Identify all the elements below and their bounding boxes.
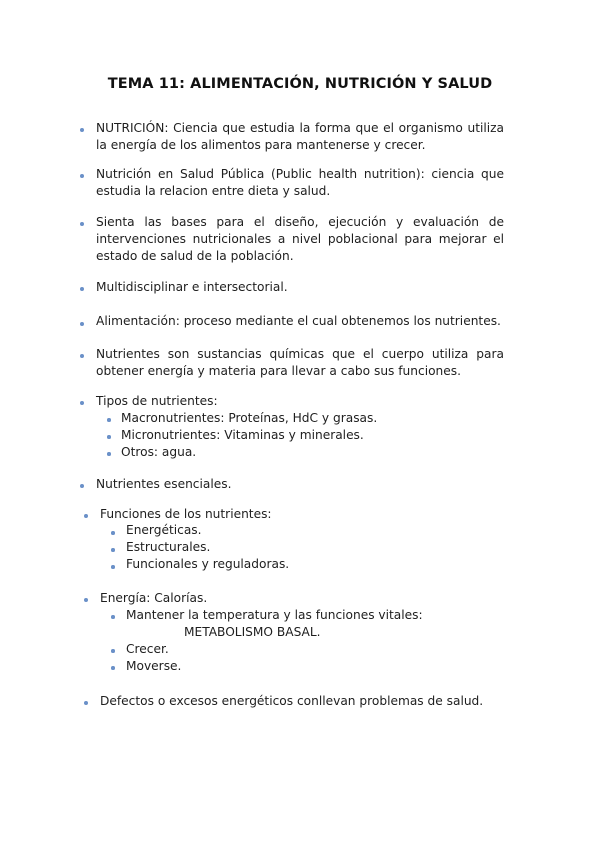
funciones-item: Estructurales. [126,540,211,554]
paragraph-salud-publica: Nutrición en Salud Pública (Public health nutrition): ciencia que estudia la relacion entre dieta y salud. [96,167,504,198]
bullet-icon [80,128,84,132]
energia-label: Energía: Calorías. [100,591,208,605]
energia-item: Crecer. [126,642,169,656]
sub-bullet-icon [107,452,111,456]
paragraph-bases: Sienta las bases para el diseño, ejecución y evaluación de intervenciones nutricionales a nivel poblacional para mejorar el estado de salud de la población. [96,215,504,263]
paragraph-esenciales: Nutrientes esenciales. [96,477,232,491]
bullet-icon [84,514,88,518]
page-title: TEMA 11: ALIMENTACIÓN, NUTRICIÓN Y SALUD [107,76,493,92]
sub-bullet-icon [107,418,111,422]
sub-bullet-icon [107,435,111,439]
bullet-icon [84,598,88,602]
sub-bullet-icon [111,531,115,535]
bullet-icon [84,701,88,705]
energia-item: Moverse. [126,659,182,673]
tipos-label: Tipos de nutrientes: [96,394,218,408]
metabolismo-basal-note: METABOLISMO BASAL. [184,625,321,639]
bullet-icon [80,222,84,226]
funciones-label: Funciones de los nutrientes: [100,507,272,521]
sub-bullet-icon [111,565,115,569]
tipos-item: Macronutrientes: Proteínas, HdC y grasas. [121,411,378,425]
funciones-item: Energéticas. [126,523,202,537]
bullet-icon [80,401,84,405]
funciones-item: Funcionales y reguladoras. [126,557,290,571]
sub-bullet-icon [111,666,115,670]
tipos-item: Otros: agua. [121,445,197,459]
sub-bullet-icon [111,649,115,653]
paragraph-multidisciplinar: Multidisciplinar e intersectorial. [96,280,288,294]
bullet-icon [80,484,84,488]
paragraph-defectos: Defectos o excesos energéticos conllevan problemas de salud. [100,694,484,708]
paragraph-alimentacion: Alimentación: proceso mediante el cual obtenemos los nutrientes. [96,314,501,328]
sub-bullet-icon [111,615,115,619]
paragraph-nutricion: NUTRICIÓN: Ciencia que estudia la forma que el organismo utiliza la energía de los alimentos para mantenerse y crecer. [96,121,504,152]
bullet-icon [80,174,84,178]
bullet-icon [80,354,84,358]
paragraph-nutrientes: Nutrientes son sustancias químicas que el cuerpo utiliza para obtener energía y materia para llevar a cabo sus funciones. [96,347,504,378]
sub-bullet-icon [111,548,115,552]
bullet-icon [80,287,84,291]
energia-item: Mantener la temperatura y las funciones vitales: [126,608,423,622]
tipos-item: Micronutrientes: Vitaminas y minerales. [121,428,364,442]
bullet-icon [80,322,84,326]
